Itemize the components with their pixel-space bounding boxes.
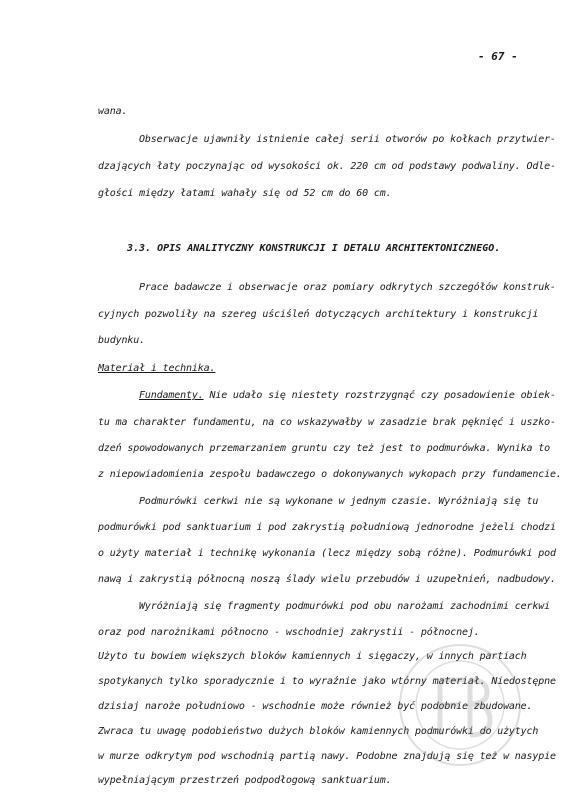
text-line — [139, 390, 556, 401]
text-line: Użyto tu bowiem większych bloków kamiennych i sięgaczy, w innych partiach — [98, 651, 527, 662]
text-line: nawą i zakrystią północną noszą ślady wielu przebudów i uzupełnień, nadbudowy. — [98, 574, 556, 585]
text-line: w murze odkrytym pod wschodnią partią nawy. Podobne znajdują się też w nasypie — [98, 751, 556, 762]
fundamenty-heading: Fundamenty. — [139, 390, 204, 401]
text-line: budynku. — [98, 335, 145, 346]
text-line: o użyty materiał i technikę wykonania (lecz między sobą różne). Podmurówki pod — [98, 548, 556, 559]
text-line: wana. — [98, 106, 128, 117]
text-line: dzeń spowodowanych przemarzaniem gruntu czy też jest to podmurówka. Wynika to — [98, 443, 551, 454]
text-line: spotykanych tylko sporadycznie i to wyraźnie jako wtórny materiał. Niedostępne — [98, 676, 556, 687]
subsection-heading: Materiał i technika. — [98, 363, 216, 374]
text-line: dzisiaj naroże południowo - wschodnie może również być podobnie zbudowane. — [98, 701, 533, 712]
text-line: podmurówki pod sanktuarium i pod zakrystią południową jednorodne jeżeli chodzi — [98, 522, 556, 533]
text-line: Obserwacje ujawniły istnienie całej serii otworów po kołkach przytwier- — [139, 134, 556, 145]
section-heading: 3.3. OPIS ANALITYCZNY KONSTRUKCJI I DETALU ARCHITEKTONICZNEGO. — [127, 243, 501, 254]
text-line: cyjnych pozwoliły na szereg uściśleń dotyczących architektury i konstrukcji — [98, 309, 539, 320]
text-run: Nie udało się niestety rozstrzygnąć czy posadowienie obiek- — [203, 390, 556, 401]
text-line: Podmurówki cerkwi nie są wykonane w jednym czasie. Wyróżniają się tu — [139, 496, 539, 507]
text-line: wypełniającym przestrzeń podpodłogową sanktuarium. — [98, 775, 392, 786]
text-line: tu ma charakter fundamentu, na co wskazywałby w zasadzie brak pęknięć i uszko- — [98, 417, 556, 428]
text-line: Wyróżniają się fragmenty podmurówki pod obu narożami zachodnimi cerkwi — [139, 601, 550, 612]
text-line: głości między łatami wahały się od 52 cm do 60 cm. — [98, 188, 392, 199]
text-line: Prace badawcze i obserwacje oraz pomiary odkrytych szczegółów konstruk- — [139, 282, 556, 293]
text-line: dzających łaty poczynając od wysokości ok. 220 cm od podstawy podwaliny. Odle- — [98, 161, 556, 172]
text-line: z niepowiadomienia zespołu badawczego o dokonywanych wykopach przy fundamencie. — [98, 469, 562, 480]
text-line: Zwraca tu uwagę podobieństwo dużych bloków kamiennych podmurówki do użytych — [98, 726, 539, 737]
library-stamp-icon — [395, 640, 525, 770]
page-number: - 67 - — [478, 50, 518, 63]
text-line: oraz pod narożnikami północno - wschodniej zakrystii - północnej. — [98, 627, 480, 638]
